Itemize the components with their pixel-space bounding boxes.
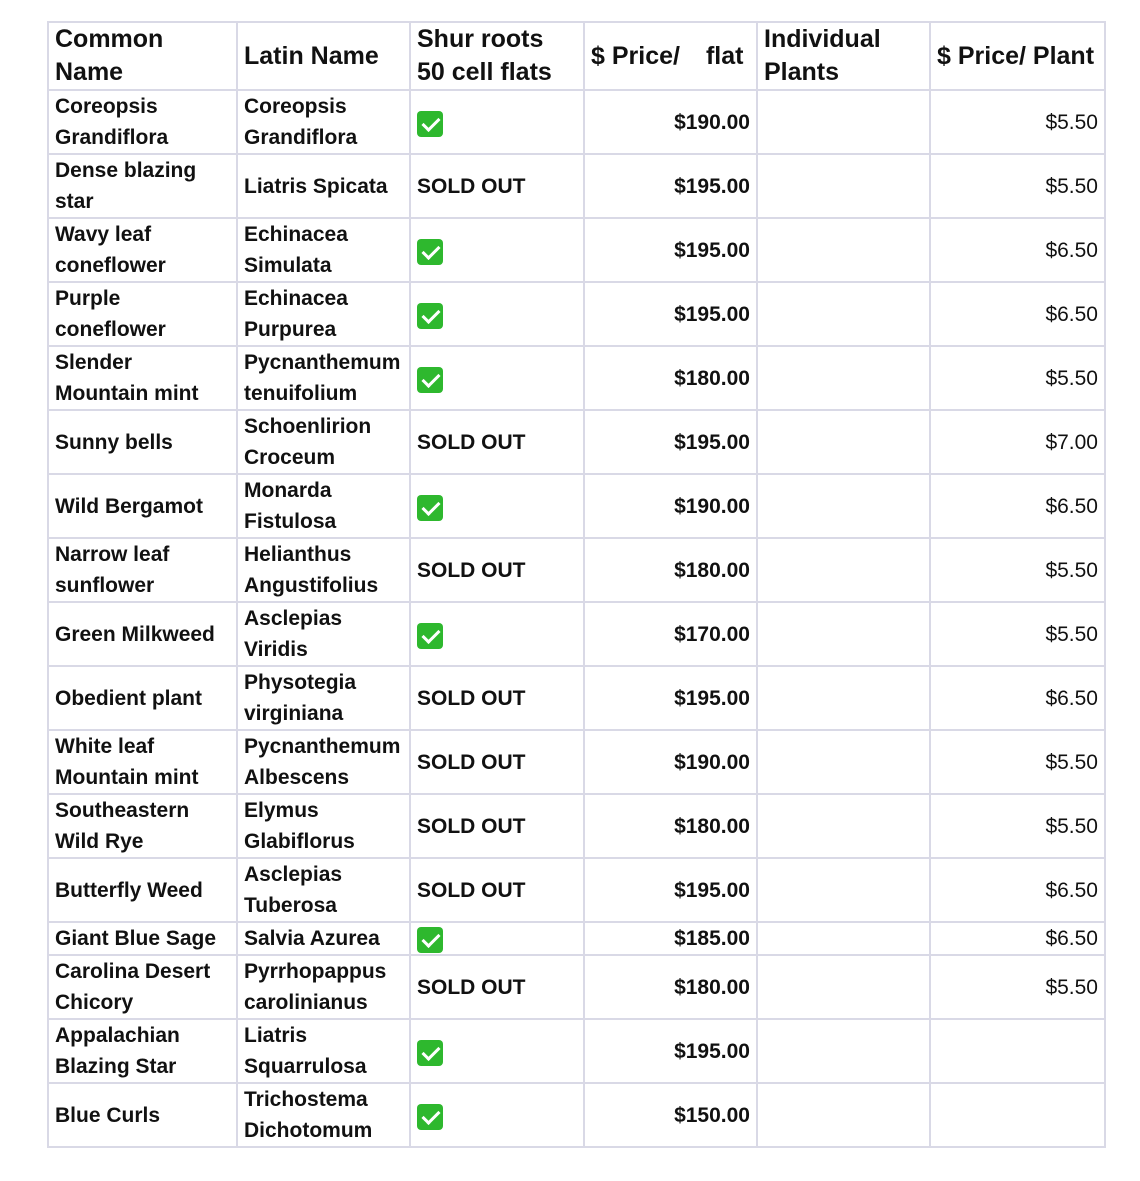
individual-plants-cell <box>757 154 930 218</box>
individual-plants-cell <box>757 1083 930 1147</box>
latin-name-cell: Pycnanthemum tenuifolium <box>237 346 410 410</box>
price-plant-cell: $6.50 <box>930 218 1105 282</box>
check-mark-icon <box>417 303 443 329</box>
availability-cell <box>410 410 584 474</box>
price-plant-cell: $5.50 <box>930 730 1105 794</box>
price-plant-cell: $5.50 <box>930 154 1105 218</box>
table-row <box>48 858 1105 922</box>
price-plant-cell: $5.50 <box>930 794 1105 858</box>
individual-plants-cell <box>757 346 930 410</box>
individual-plants-cell <box>757 922 930 955</box>
common-name-cell: Southeastern Wild Rye <box>48 794 237 858</box>
header-common-name: Common Name <box>48 22 237 90</box>
price-flat-cell: $195.00 <box>584 218 757 282</box>
price-plant-cell <box>930 1019 1105 1083</box>
table-row <box>48 346 1105 410</box>
table-row <box>48 922 1105 955</box>
individual-plants-cell <box>757 730 930 794</box>
latin-name-cell: Pycnanthemum Albescens <box>237 730 410 794</box>
availability-cell <box>410 474 584 538</box>
common-name-cell: White leaf Mountain mint <box>48 730 237 794</box>
header-price-flat-unit: flat <box>705 41 744 70</box>
price-flat-cell: $180.00 <box>584 538 757 602</box>
common-name-cell: Coreopsis Grandiflora <box>48 90 237 154</box>
plant-price-table <box>47 21 1106 1148</box>
availability-cell <box>410 90 584 154</box>
availability-cell <box>410 346 584 410</box>
price-flat-cell: $190.00 <box>584 730 757 794</box>
latin-name-cell: Asclepias Tuberosa <box>237 858 410 922</box>
check-mark-icon <box>417 927 443 953</box>
check-mark-icon <box>417 367 443 393</box>
latin-name-cell: Schoenlirion Croceum <box>237 410 410 474</box>
common-name-cell: Wild Bergamot <box>48 474 237 538</box>
sold-out-label: SOLD OUT <box>417 750 526 774</box>
individual-plants-cell <box>757 794 930 858</box>
header-price-plant: $ Price/ Plant <box>930 22 1105 90</box>
price-flat-cell: $170.00 <box>584 602 757 666</box>
table-row <box>48 955 1105 1019</box>
price-flat-cell: $195.00 <box>584 410 757 474</box>
sold-out-label: SOLD OUT <box>417 558 526 582</box>
header-individual-plants: Individual Plants <box>757 22 930 90</box>
individual-plants-cell <box>757 858 930 922</box>
check-mark-icon <box>417 239 443 265</box>
table-row <box>48 410 1105 474</box>
price-plant-cell: $5.50 <box>930 538 1105 602</box>
availability-cell <box>410 794 584 858</box>
table-row <box>48 730 1105 794</box>
sold-out-label: SOLD OUT <box>417 975 526 999</box>
header-flats: Shur roots 50 cell flats <box>410 22 584 90</box>
availability-cell <box>410 602 584 666</box>
common-name-cell: Purple coneflower <box>48 282 237 346</box>
price-flat-cell: $150.00 <box>584 1083 757 1147</box>
availability-cell <box>410 858 584 922</box>
latin-name-cell: Echinacea Purpurea <box>237 282 410 346</box>
price-flat-cell: $190.00 <box>584 90 757 154</box>
price-plant-cell: $6.50 <box>930 858 1105 922</box>
table-row <box>48 602 1105 666</box>
availability-cell <box>410 955 584 1019</box>
availability-cell <box>410 538 584 602</box>
individual-plants-cell <box>757 474 930 538</box>
header-price-flat <box>584 22 757 90</box>
individual-plants-cell <box>757 538 930 602</box>
price-flat-cell: $195.00 <box>584 1019 757 1083</box>
latin-name-cell: Trichostema Dichotomum <box>237 1083 410 1147</box>
price-flat-cell: $180.00 <box>584 794 757 858</box>
price-plant-cell: $6.50 <box>930 474 1105 538</box>
availability-cell <box>410 922 584 955</box>
common-name-cell: Dense blazing star <box>48 154 237 218</box>
header-price-flat-label: $ Price/ <box>591 41 680 70</box>
common-name-cell: Blue Curls <box>48 1083 237 1147</box>
common-name-cell: Green Milkweed <box>48 602 237 666</box>
common-name-cell: Narrow leaf sunflower <box>48 538 237 602</box>
check-mark-icon <box>417 1104 443 1130</box>
common-name-cell: Obedient plant <box>48 666 237 730</box>
sold-out-label: SOLD OUT <box>417 174 526 198</box>
table-body <box>48 90 1105 1147</box>
table-row <box>48 218 1105 282</box>
latin-name-cell: Physotegia virginiana <box>237 666 410 730</box>
price-plant-cell: $7.00 <box>930 410 1105 474</box>
check-mark-icon <box>417 111 443 137</box>
header-row <box>48 22 1105 90</box>
common-name-cell: Appalachian Blazing Star <box>48 1019 237 1083</box>
price-plant-cell: $6.50 <box>930 282 1105 346</box>
price-flat-cell: $195.00 <box>584 282 757 346</box>
sold-out-label: SOLD OUT <box>417 814 526 838</box>
price-plant-cell: $5.50 <box>930 602 1105 666</box>
availability-cell <box>410 282 584 346</box>
check-mark-icon <box>417 495 443 521</box>
availability-cell <box>410 1019 584 1083</box>
individual-plants-cell <box>757 666 930 730</box>
sold-out-label: SOLD OUT <box>417 430 526 454</box>
price-plant-cell <box>930 1083 1105 1147</box>
price-plant-cell: $5.50 <box>930 346 1105 410</box>
common-name-cell: Butterfly Weed <box>48 858 237 922</box>
latin-name-cell: Pyrrhopappus carolinianus <box>237 955 410 1019</box>
table-row <box>48 90 1105 154</box>
individual-plants-cell <box>757 282 930 346</box>
table-row <box>48 666 1105 730</box>
latin-name-cell: Monarda Fistulosa <box>237 474 410 538</box>
latin-name-cell: Salvia Azurea <box>237 922 410 955</box>
sold-out-label: SOLD OUT <box>417 878 526 902</box>
individual-plants-cell <box>757 90 930 154</box>
price-flat-cell: $195.00 <box>584 154 757 218</box>
individual-plants-cell <box>757 1019 930 1083</box>
common-name-cell: Sunny bells <box>48 410 237 474</box>
table-row <box>48 154 1105 218</box>
latin-name-cell: Liatris Spicata <box>237 154 410 218</box>
latin-name-cell: Asclepias Viridis <box>237 602 410 666</box>
table-row <box>48 538 1105 602</box>
common-name-cell: Carolina Desert Chicory <box>48 955 237 1019</box>
table-row <box>48 1019 1105 1083</box>
latin-name-cell: Liatris Squarrulosa <box>237 1019 410 1083</box>
price-flat-cell: $195.00 <box>584 858 757 922</box>
individual-plants-cell <box>757 218 930 282</box>
price-plant-cell: $5.50 <box>930 955 1105 1019</box>
price-flat-cell: $190.00 <box>584 474 757 538</box>
individual-plants-cell <box>757 955 930 1019</box>
common-name-cell: Slender Mountain mint <box>48 346 237 410</box>
header-latin-name: Latin Name <box>237 22 410 90</box>
price-flat-cell: $180.00 <box>584 955 757 1019</box>
price-plant-cell: $6.50 <box>930 666 1105 730</box>
latin-name-cell: Helianthus Angustifolius <box>237 538 410 602</box>
individual-plants-cell <box>757 410 930 474</box>
price-flat-cell: $185.00 <box>584 922 757 955</box>
check-mark-icon <box>417 1040 443 1066</box>
availability-cell <box>410 154 584 218</box>
latin-name-cell: Elymus Glabiflorus <box>237 794 410 858</box>
table-row <box>48 1083 1105 1147</box>
individual-plants-cell <box>757 602 930 666</box>
price-plant-cell: $6.50 <box>930 922 1105 955</box>
table-row <box>48 282 1105 346</box>
latin-name-cell: Echinacea Simulata <box>237 218 410 282</box>
common-name-cell: Wavy leaf coneflower <box>48 218 237 282</box>
table-row <box>48 474 1105 538</box>
availability-cell <box>410 730 584 794</box>
availability-cell <box>410 218 584 282</box>
sold-out-label: SOLD OUT <box>417 686 526 710</box>
availability-cell <box>410 666 584 730</box>
latin-name-cell: Coreopsis Grandiflora <box>237 90 410 154</box>
table-row <box>48 794 1105 858</box>
availability-cell <box>410 1083 584 1147</box>
price-plant-cell: $5.50 <box>930 90 1105 154</box>
price-flat-cell: $195.00 <box>584 666 757 730</box>
price-flat-cell: $180.00 <box>584 346 757 410</box>
check-mark-icon <box>417 623 443 649</box>
common-name-cell: Giant Blue Sage <box>48 922 237 955</box>
